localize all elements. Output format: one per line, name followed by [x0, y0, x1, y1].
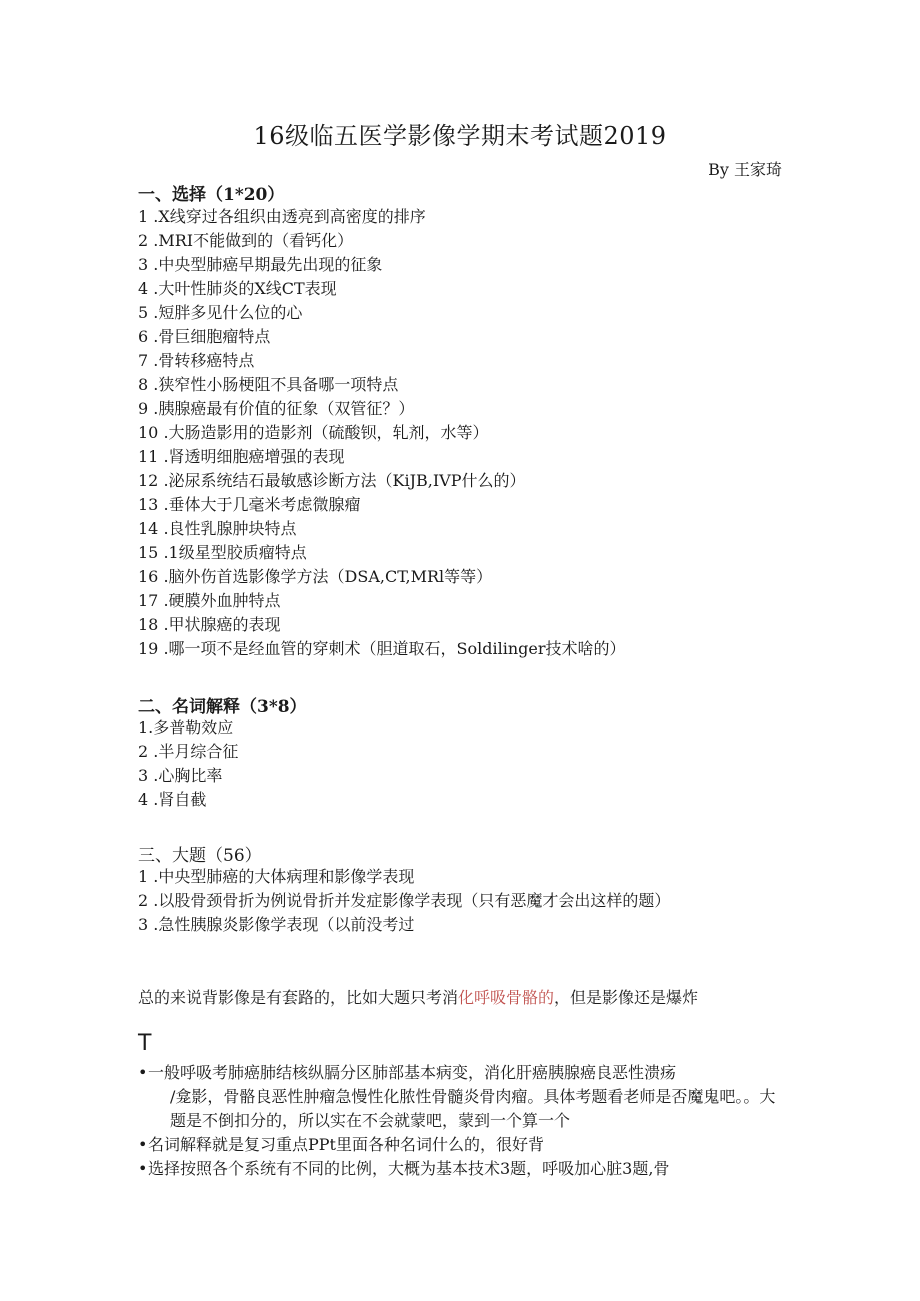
- list-item: 7 .骨转移癌特点: [138, 351, 255, 370]
- list-item: 12 .泌尿系统结石最敏感诊断方法（KiJB,IVP什么的）: [138, 471, 526, 490]
- list-item: 2 .以股骨颈骨折为例说骨折并发症影像学表现（只有恶魔才会出这样的题）: [138, 891, 671, 910]
- list-item: 14 .良性乳腺肿块特点: [138, 519, 297, 538]
- list-item: 6 .骨巨细胞瘤特点: [138, 327, 271, 346]
- section-heading-terms: 二、名词解释（3*8）: [138, 697, 307, 717]
- list-item: 11 .肾透明细胞癌增强的表现: [138, 447, 345, 466]
- list-item: 4 .大叶性肺炎的X线CT表现: [138, 279, 337, 298]
- list-item: 1 .X线穿过各组织由透亮到高密度的排序: [138, 207, 426, 226]
- list-item: 3 .急性胰腺炎影像学表现（以前没考过: [138, 915, 415, 934]
- summary-paragraph: [138, 986, 788, 1010]
- list-item: 8 .狭窄性小肠梗阻不具备哪一项特点: [138, 375, 399, 394]
- list-item: 9 .胰腺癌最有价值的征象（双管征？）: [138, 399, 415, 418]
- bullet-icon: •: [138, 1159, 148, 1178]
- note-first-line: 选择按照各个系统有不同的比例，大概为基本技术3题，呼吸加心脏3题,骨: [148, 1159, 670, 1178]
- author-line: By 王家琦: [708, 160, 782, 179]
- term-list: [138, 716, 238, 812]
- summary-highlight: 化呼吸骨骼的: [458, 988, 555, 1007]
- bullet-icon: •: [138, 1135, 148, 1154]
- list-item: 3 .心胸比率: [138, 766, 223, 785]
- list-item: 19 .哪一项不是经血管的穿刺术（胆道取石，Soldilinger技术啥的）: [138, 639, 626, 658]
- choice-question-list: [138, 205, 626, 661]
- document-title: 16级临五医学影像学期末考试题2019: [253, 122, 667, 150]
- note-first-line: 一般呼吸考肺癌肺结核纵膈分区肺部基本病变，消化肝癌胰腺癌良恶性溃疡: [148, 1063, 677, 1082]
- note-first-line: 名词解释就是复习重点PPt里面各种名词什么的，很好背: [148, 1135, 544, 1154]
- list-item: [138, 1061, 778, 1133]
- section-heading-choice: 一、选择（1*20）: [138, 185, 285, 205]
- list-item: 17 .硬膜外血肿特点: [138, 591, 281, 610]
- note-continuation: /龛影，骨骼良恶性肿瘤急慢性化脓性骨髓炎骨肉瘤。具体考题看老师是否魔鬼吧。。大题是不倒扣分的，所以实在不会就蒙吧，蒙到一个算一个: [170, 1087, 776, 1130]
- text-cursor-icon: T: [138, 1031, 152, 1056]
- list-item: 16 .脑外伤首选影像学方法（DSA,CT,MRl等等）: [138, 567, 493, 586]
- list-item: [138, 1157, 778, 1181]
- essay-question-list: [138, 865, 670, 937]
- summary-text-end: ，但是影像还是爆炸: [554, 988, 699, 1007]
- list-item: 4 .肾自截: [138, 790, 207, 809]
- list-item: 1 .中央型肺癌的大体病理和影像学表现: [138, 867, 415, 886]
- list-item: 1.多普勒效应: [138, 718, 234, 737]
- list-item: [138, 1133, 778, 1157]
- list-item: 18 .甲状腺癌的表现: [138, 615, 281, 634]
- list-item: 15 .1级星型胶质瘤特点: [138, 543, 307, 562]
- list-item: 5 .短胖多见什么位的心: [138, 303, 303, 322]
- notes-bullet-list: [138, 1061, 778, 1181]
- section-heading-essay: 三、大题（56）: [138, 846, 262, 866]
- bullet-icon: •: [138, 1063, 148, 1082]
- list-item: 2 .MRI不能做到的（看钙化）: [138, 231, 354, 250]
- list-item: 13 .垂体大于几毫米考虑微腺瘤: [138, 495, 361, 514]
- list-item: 10 .大肠造影用的造影剂（硫酸钡，轧剂，水等）: [138, 423, 489, 442]
- list-item: 2 .半月综合征: [138, 742, 239, 761]
- list-item: 3 .中央型肺癌早期最先出现的征象: [138, 255, 383, 274]
- summary-text-start: 总的来说背影像是有套路的，比如大题只考消: [138, 988, 459, 1007]
